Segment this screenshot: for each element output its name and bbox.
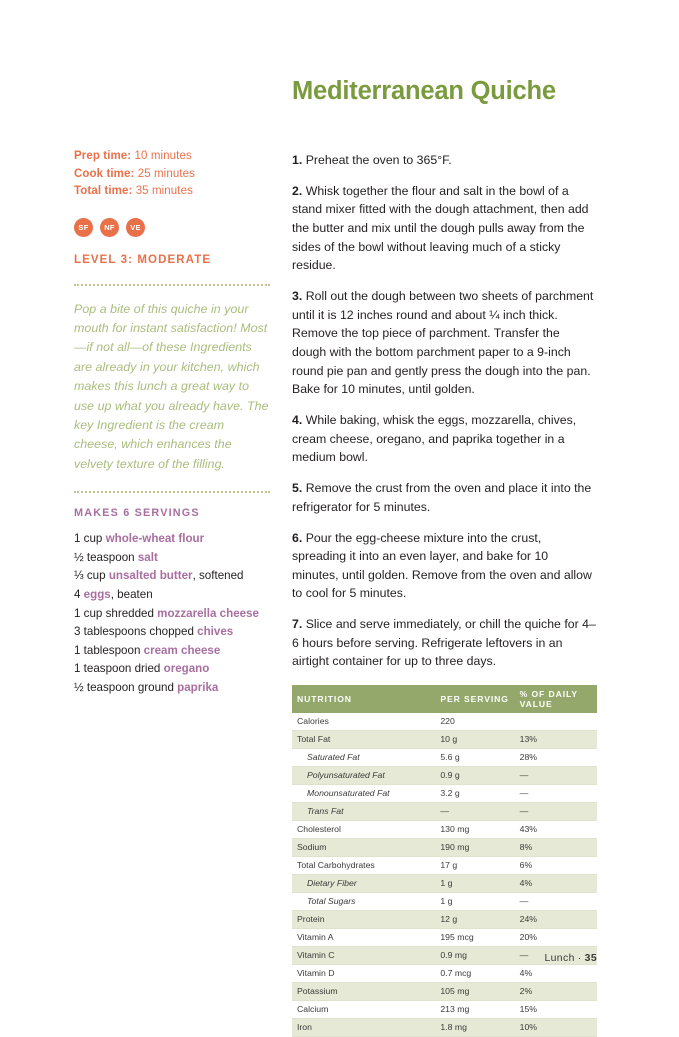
dietary-badge-group: [74, 218, 270, 237]
ingredient-name: salt: [137, 550, 158, 564]
nutrient-per-serving: 220: [435, 713, 514, 731]
nutrient-daily-value: —: [515, 785, 597, 803]
nutrient-name: Protein: [292, 911, 435, 929]
nutrient-name: Vitamin C: [292, 947, 435, 965]
nutrient-name: Cholesterol: [292, 821, 435, 839]
table-row: [292, 857, 597, 875]
step-number: 6.: [292, 530, 303, 545]
nutrition-body: [292, 713, 597, 1037]
nutrient-name: Dietary Fiber: [292, 875, 435, 893]
nutrient-daily-value: 8%: [515, 839, 597, 857]
step-text: Pour the egg-cheese mixture into the crust, spreading it into an even layer, and bake for 10 minutes, until golden. Remove from the oven and allow to cool for 5 minutes.: [292, 530, 592, 601]
nutrient-name: Sodium: [292, 839, 435, 857]
nutrient-name: Vitamin D: [292, 965, 435, 983]
nutrient-per-serving: 130 mg: [435, 821, 514, 839]
nutrient-name: Polyunsaturated Fat: [292, 767, 435, 785]
table-row: [292, 821, 597, 839]
nutrient-per-serving: 195 mcg: [435, 929, 514, 947]
ingredient-name: chives: [197, 625, 234, 639]
nutrient-name: Potassium: [292, 983, 435, 1001]
table-row: [292, 767, 597, 785]
ingredient-name: paprika: [177, 680, 219, 694]
nutrient-per-serving: 5.6 g: [435, 749, 514, 767]
prep-time-value: 10 minutes: [134, 150, 192, 162]
ingredient-item: [74, 605, 270, 624]
recipe-content: [292, 76, 597, 1037]
page-title: Mediterranean Quiche: [292, 77, 556, 105]
instruction-step: [292, 182, 597, 275]
ingredient-quantity: 1 teaspoon dried: [74, 662, 164, 676]
badge-ve-icon: VE: [126, 218, 145, 237]
footer-section-label: Lunch: [544, 953, 575, 964]
nutrient-daily-value: —: [515, 767, 597, 785]
table-row: [292, 893, 597, 911]
recipe-meta-sidebar: [74, 148, 270, 698]
recipe-note: Pop a bite of this quiche in your mouth for instant satisfaction! Most—if not all—of these Ingredients are already in your kitchen, which makes this lunch a great way to use up what you already have. The key Ingredient is the cream cheese, which enhances the velvety texture of the filling.: [74, 301, 269, 471]
table-row: [292, 749, 597, 767]
table-row: [292, 803, 597, 821]
instruction-step: [292, 411, 597, 467]
ingredient-name: unsalted butter: [108, 569, 193, 583]
nutrient-daily-value: 24%: [515, 911, 597, 929]
ingredient-name: oregano: [163, 662, 210, 676]
table-row: [292, 875, 597, 893]
nutrient-name: Calcium: [292, 1001, 435, 1019]
cook-time-value: 25 minutes: [137, 167, 195, 180]
nutrient-daily-value: 4%: [515, 965, 597, 983]
footer-page-number: 35: [584, 953, 597, 964]
nutrient-per-serving: 10 g: [435, 731, 514, 749]
nutrient-per-serving: —: [435, 803, 514, 821]
step-text: Slice and serve immediately, or chill the quiche for 4–6 hours before serving. Refrigerate leftovers in an airtight container for up to three days.: [292, 617, 596, 669]
nutrient-per-serving: 1 g: [435, 893, 514, 911]
prep-time-row: [74, 148, 270, 166]
step-number: 2.: [292, 183, 303, 198]
nutrient-daily-value: 4%: [515, 875, 597, 893]
ingredient-quantity: ½ teaspoon ground: [74, 680, 178, 694]
nutrition-header-row: [292, 685, 597, 713]
nutrient-daily-value: —: [515, 803, 597, 821]
ingredient-item: [74, 642, 270, 661]
nutrient-daily-value: 13%: [515, 731, 597, 749]
ingredient-quantity: 1 tablespoon: [74, 643, 144, 657]
nutrient-per-serving: 3.2 g: [435, 785, 514, 803]
table-row: [292, 1019, 597, 1037]
nutrient-per-serving: 0.9 g: [435, 767, 514, 785]
nutrient-daily-value: 2%: [515, 983, 597, 1001]
instruction-step: [292, 529, 597, 603]
ingredient-list: [74, 530, 270, 697]
ingredient-modifier: , softened: [192, 569, 244, 583]
servings-label: MAKES 6 SERVINGS: [74, 507, 200, 520]
total-time-value: 35 minutes: [135, 185, 193, 197]
nutrition-table: [292, 685, 597, 1037]
table-row: [292, 911, 597, 929]
nutrient-daily-value: 20%: [515, 929, 597, 947]
instruction-step: [292, 479, 597, 516]
time-list: [74, 148, 270, 201]
step-number: 7.: [292, 617, 303, 632]
nutrient-name: Total Sugars: [292, 893, 435, 911]
nutrient-per-serving: 17 g: [435, 857, 514, 875]
step-text: While baking, whisk the eggs, mozzarella, chives, cream cheese, oregano, and paprika together in a medium bowl.: [292, 413, 577, 465]
instruction-list: [292, 151, 597, 671]
page-footer: [0, 953, 597, 964]
ingredient-item: [74, 549, 270, 568]
nutrient-daily-value: 6%: [515, 857, 597, 875]
nutrient-per-serving: 213 mg: [435, 1001, 514, 1019]
instruction-step: [292, 615, 597, 671]
ingredient-quantity: 1 cup shredded: [74, 606, 158, 620]
nutrient-per-serving: 12 g: [435, 911, 514, 929]
nutrient-daily-value: [515, 713, 597, 731]
nutrient-per-serving: 0.9 mg: [435, 947, 514, 965]
nutrient-name: Monounsaturated Fat: [292, 785, 435, 803]
step-text: Remove the crust from the oven and place it into the refrigerator for 5 minutes.: [292, 481, 592, 514]
ingredient-name: whole-wheat flour: [105, 532, 205, 546]
footer-separator: ·: [577, 953, 582, 964]
table-row: [292, 839, 597, 857]
step-text: Roll out the dough between two sheets of parchment until it is 12 inches round and about ¼ inch thick. Remove the top piece of parchment. Transfer the dough with the bottom parchment paper to a 9-inch round pie pan and gently press the dough into the pan. Bake for 10 minutes, until golden.: [292, 289, 594, 397]
nutrient-daily-value: 10%: [515, 1019, 597, 1037]
nutrient-name: Saturated Fat: [292, 749, 435, 767]
ingredient-modifier: , beaten: [110, 587, 153, 601]
badge-sf-icon: SF: [74, 218, 93, 237]
nutrient-daily-value: —: [515, 893, 597, 911]
badge-nf-icon: NF: [100, 218, 119, 237]
table-row: [292, 965, 597, 983]
ingredient-quantity: 3 tablespoons chopped: [74, 625, 198, 639]
table-row: [292, 929, 597, 947]
ingredient-name: cream cheese: [143, 643, 221, 657]
nutrient-daily-value: 15%: [515, 1001, 597, 1019]
instruction-step: [292, 151, 597, 170]
nutrient-name: Iron: [292, 1019, 435, 1037]
nutrition-header-daily-value: % OF DAILY VALUE: [515, 685, 597, 713]
ingredient-item: [74, 623, 270, 642]
step-text: Preheat the oven to 365°F.: [302, 153, 452, 167]
nutrient-name: Trans Fat: [292, 803, 435, 821]
dotted-divider-bottom: [74, 491, 270, 493]
nutrition-header-per-serving: PER SERVING: [435, 685, 514, 713]
table-row: [292, 731, 597, 749]
table-row: [292, 785, 597, 803]
table-row: [292, 983, 597, 1001]
nutrient-per-serving: 1 g: [435, 875, 514, 893]
nutrient-per-serving: 190 mg: [435, 839, 514, 857]
nutrient-name: Total Fat: [292, 731, 435, 749]
cook-time-row: [74, 166, 270, 184]
total-time-row: [74, 183, 270, 201]
difficulty-level: LEVEL 3: MODERATE: [74, 253, 212, 266]
ingredient-quantity: 4: [74, 587, 84, 601]
instruction-step: [292, 287, 597, 399]
ingredient-quantity: 1 cup: [74, 532, 106, 546]
nutrient-name: Vitamin A: [292, 929, 435, 947]
table-row: [292, 713, 597, 731]
nutrient-daily-value: 43%: [515, 821, 597, 839]
step-number: 5.: [292, 481, 303, 496]
nutrient-name: Calories: [292, 713, 435, 731]
ingredient-quantity: ⅓ cup: [74, 569, 109, 583]
ingredient-item: [74, 586, 270, 605]
ingredient-item: [74, 567, 270, 586]
ingredient-item: [74, 660, 270, 679]
step-text: Whisk together the flour and salt in the bowl of a stand mixer fitted with the dough attachment, then add the butter and mix until the dough pulls away from the sides of the bowl without leaving much of a sticky residue.: [292, 183, 589, 273]
ingredient-quantity: ½ teaspoon: [74, 550, 138, 564]
step-number: 4.: [292, 413, 303, 428]
total-time-label: Total time:: [74, 185, 133, 197]
nutrient-daily-value: 28%: [515, 749, 597, 767]
nutrient-per-serving: 0.7 mcg: [435, 965, 514, 983]
ingredient-item: [74, 679, 270, 698]
step-number: 1.: [292, 153, 303, 167]
nutrient-name: Total Carbohydrates: [292, 857, 435, 875]
ingredient-item: [74, 530, 270, 549]
ingredient-name: eggs: [83, 587, 111, 601]
dotted-divider-top: [74, 284, 270, 286]
nutrition-header-name: NUTRITION: [292, 685, 435, 713]
nutrient-per-serving: 105 mg: [435, 983, 514, 1001]
nutrient-daily-value: —: [515, 947, 597, 965]
ingredient-name: mozzarella cheese: [157, 606, 259, 620]
nutrient-per-serving: 1.8 mg: [435, 1019, 514, 1037]
step-number: 3.: [292, 289, 303, 304]
table-row: [292, 1001, 597, 1019]
cook-time-label: Cook time:: [74, 167, 135, 180]
prep-time-label: Prep time:: [74, 150, 132, 162]
